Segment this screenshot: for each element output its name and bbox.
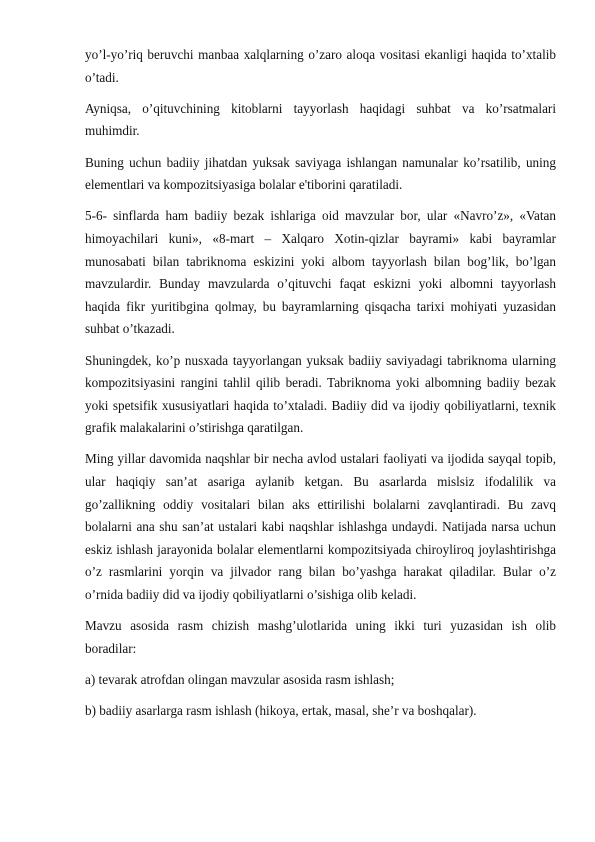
paragraph-3: Buning uchun badiiy jihatdan yuksak saviyaga ishlangan namunalar ko’rsatilib, uning elementlari va kompozitsiyasiga bolalar e'tiborini qaratiladi. xyxy=(85,154,556,193)
paragraph-6: Ming yillar davomida naqshlar bir necha avlod ustalari faoliyati va ijodida sayqal topib, ular haqiqiy san’at asariga aylanib ketgan. Bu asarlarda mislsiz ifodalilik va go’zallikning oddiy vositalari bilan aks ettirilishi bolalarni zavqlantiradi. Bu zavq bolalarni ana shu san’at ustalari kabi naqshlar ishlashga undaydi. Natijada narsa uchun eskiz ishlash jarayonida bolalar elementlarni kompozitsiyada chiroyliroq joylashtirishga o’z rasmlarini yorqin va jilvador rang bilan bo’yashga harakat qiladilar. Bular o’z o’rnida badiiy did va ijodiy qobiliyatlarni o’sishiga olib keladi. xyxy=(85,451,556,603)
document-page xyxy=(85,44,556,731)
paragraph-5: Shuningdek, ko’p nusxada tayyorlangan yuksak badiiy saviyadagi tabriknoma ularning kompozitsiyasini rangini tahlil qilib beradi. Tabriknoma yoki albomning badiiy bezak yoki spetsifik xususiyatlari haqida to’xtaladi. Badiiy did va ijodiy qobiliyatlarni, texnik grafik malakalarini o’stirishga qaratilgan. xyxy=(85,352,556,436)
paragraph-1: yo’l-yo’riq beruvchi manbaa xalqlarning o’zaro aloqa vositasi ekanligi haqida to’xtalib o’tadi. xyxy=(85,47,556,85)
paragraph-2: Ayniqsa, o’qituvchining kitoblarni tayyorlash haqidagi suhbat va ko’rsatmalari muhimdir. xyxy=(85,100,556,139)
list-item-b: b) badiiy asarlarga rasm ishlash (hikoya, ertak, masal, she’r va boshqalar). xyxy=(85,703,477,719)
paragraph-7: Mavzu asosida rasm chizish mashg’ulotlarida uning ikki turi yuzasidan ish olib boradilar: xyxy=(85,618,556,656)
paragraph-4: 5-6- sinflarda ham badiiy bezak ishlariga oid mavzular bor, ular «Navro’z», «Vatan himoyachilari kuni», «8-mart – Xalqaro Xotin-qizlar bayrami» kabi bayramlar munosabati bilan tabriknoma eskizini yoki albom tayyorlash bilan bog’lik, bo’lgan mavzulardir. Bunday mavzularda o’qituvchi faqat eskizni yoki albomni tayyorlash haqida fikr yuritibgina qolmay, bu bayramlarning qisqacha tarixi mohiyati yuzasidan suhbat o’tkazadi. xyxy=(85,208,556,337)
list-item-a: a) tevarak atrofdan olingan mavzular asosida rasm ishlash; xyxy=(85,672,395,687)
